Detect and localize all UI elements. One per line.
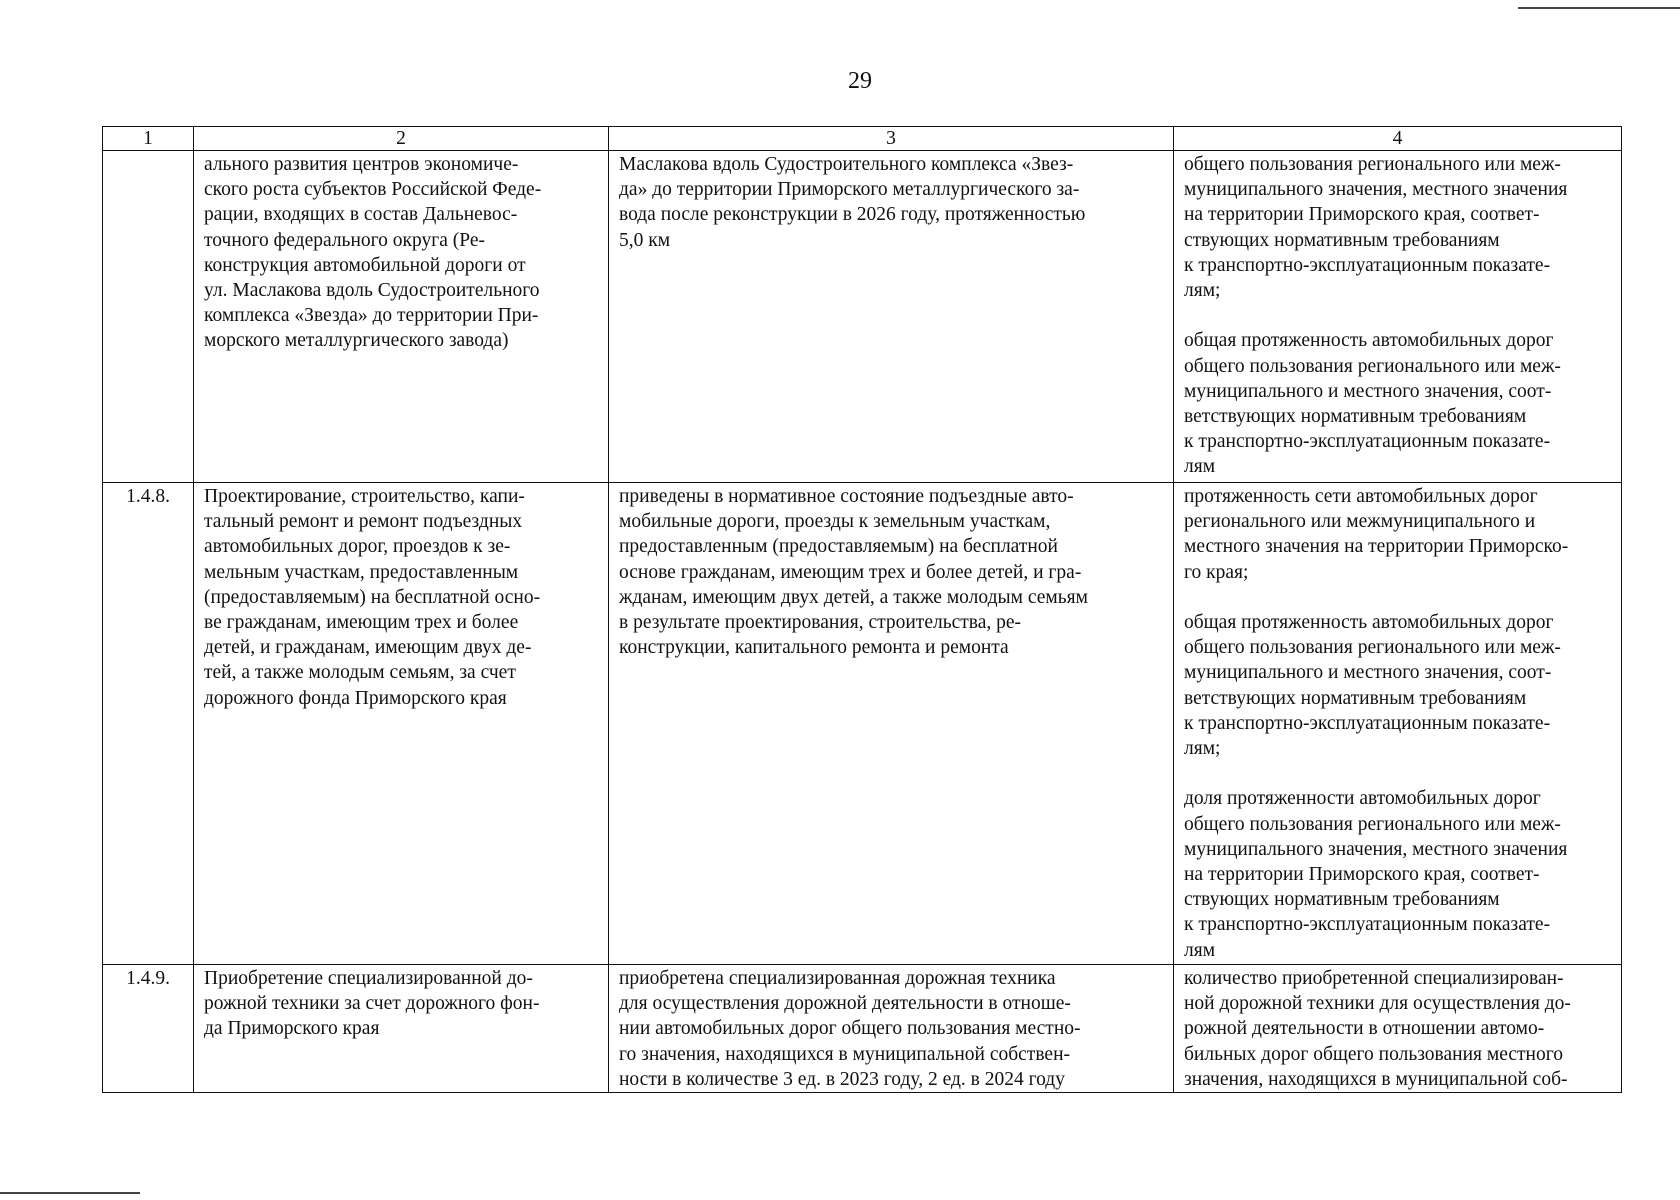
indicator-cell — [1174, 965, 1622, 1093]
text-line: комплекса «Звезда» до территории При- — [204, 305, 539, 327]
text-line: тальный ремонт и ремонт подъездных — [204, 511, 523, 533]
text-line: рожной техники за счет дорожного фон- — [204, 993, 540, 1015]
column-header: 2 — [194, 127, 609, 151]
document-table — [102, 126, 1622, 1093]
indicator-cell — [1174, 151, 1622, 483]
text-line: детей, и гражданам, имеющим двух де- — [204, 637, 532, 659]
result-cell — [609, 151, 1174, 483]
text-line: вода после реконструкции в 2026 году, протяженностью — [619, 204, 1086, 226]
text-line: муниципального и местного значения, соот- — [1184, 380, 1552, 402]
text-line: жданам, имеющим двух детей, а также молодым семьям — [619, 586, 1088, 608]
text-line: к транспортно-эксплуатационным показате- — [1184, 914, 1551, 936]
text-line: конструкции, капитального ремонта и ремонта — [619, 637, 1009, 659]
table-row — [103, 483, 1622, 965]
text-line: Проектирование, строительство, капи- — [204, 486, 525, 507]
activity-cell — [194, 151, 609, 483]
text-line: лям — [1184, 939, 1216, 961]
text-line: нии автомобильных дорог общего пользования местно- — [619, 1018, 1081, 1040]
table-row — [103, 151, 1622, 483]
text-line: да Приморского края — [204, 1018, 380, 1040]
table-row — [103, 965, 1622, 1093]
text-line: ствующих нормативным требованиям — [1184, 229, 1500, 251]
text-line: ского роста субъектов Российской Феде- — [204, 179, 542, 201]
text-line: тей, а также молодым семьям, за счет — [204, 662, 516, 684]
text-line: доля протяженности автомобильных дорог — [1184, 788, 1541, 810]
text-line: автомобильных дорог, проездов к зе- — [204, 536, 511, 558]
text-line: мельным участкам, предоставленным — [204, 561, 519, 583]
text-line: ности в количестве 3 ед. в 2023 году, 2 ед. в 2024 году — [619, 1068, 1065, 1090]
row-number-cell: 1.4.8. — [103, 483, 194, 965]
text-line: лям — [1184, 456, 1216, 478]
text-line: для осуществления дорожной деятельности в отноше- — [619, 993, 1071, 1015]
text-line: общего пользования регионального или меж- — [1184, 813, 1561, 835]
text-line: рожной деятельности в отношении автомо- — [1184, 1018, 1545, 1040]
text-line: общего пользования регионального или меж- — [1184, 637, 1561, 659]
text-line: лям; — [1184, 738, 1221, 760]
text-line: ветствующих нормативным требованиям — [1184, 687, 1527, 709]
column-header: 4 — [1174, 127, 1622, 151]
row-number-cell: 1.4.9. — [103, 965, 194, 1093]
text-line: дорожного фонда Приморского края — [204, 687, 507, 709]
text-line: конструкция автомобильной дороги от — [204, 254, 526, 276]
text-line: ве гражданам, имеющим трех и более — [204, 612, 519, 634]
text-line: точного федерального округа (Ре- — [204, 229, 485, 251]
text-line: морского металлургического завода) — [204, 330, 509, 352]
paragraph-gap — [1184, 761, 1613, 786]
text-line: количество приобретенной специализирован- — [1184, 968, 1564, 989]
text-line: лям; — [1184, 280, 1221, 302]
text-line: го значения, находящихся в муниципальной собствен- — [619, 1043, 1070, 1065]
text-line: основе гражданам, имеющим трех и более детей, и гра- — [619, 561, 1082, 583]
result-cell — [609, 483, 1174, 965]
scan-artifact-line — [1518, 7, 1680, 9]
text-line: к транспортно-эксплуатационным показате- — [1184, 431, 1551, 453]
text-line: приведены в нормативное состояние подъездные авто- — [619, 486, 1074, 507]
table-header-row — [103, 127, 1622, 151]
text-line: общего пользования регионального или меж- — [1184, 355, 1561, 377]
text-line: значения, находящихся в муниципальной соб- — [1184, 1068, 1568, 1090]
text-line: (предоставляемым) на бесплатной осно- — [204, 586, 541, 608]
paragraph-gap — [1184, 303, 1613, 328]
text-line: муниципального значения, местного значения — [1184, 838, 1568, 860]
text-line: предоставленным (предоставляемым) на бесплатной — [619, 536, 1058, 558]
text-line: муниципального и местного значения, соот- — [1184, 662, 1552, 684]
text-line: рации, входящих в состав Дальневос- — [204, 204, 518, 226]
text-line: приобретена специализированная дорожная техника — [619, 968, 1056, 989]
text-line: ветствующих нормативным требованиям — [1184, 406, 1527, 428]
text-line: к транспортно-эксплуатационным показате- — [1184, 712, 1551, 734]
text-line: Маслакова вдоль Судостроительного комплекса «Звез- — [619, 154, 1074, 175]
text-line: да» до территории Приморского металлургического за- — [619, 179, 1080, 201]
text-line: общая протяженность автомобильных дорог — [1184, 330, 1554, 352]
text-line: ального развития центров экономиче- — [204, 154, 519, 175]
text-line: на территории Приморского края, соответ- — [1184, 204, 1540, 226]
row-number-cell — [103, 151, 194, 483]
text-line: регионального или межмуниципального и — [1184, 511, 1536, 533]
text-line: протяженность сети автомобильных дорог — [1184, 486, 1538, 507]
column-header: 3 — [609, 127, 1174, 151]
text-line: муниципального значения, местного значения — [1184, 179, 1568, 201]
text-line: в результате проектирования, строительства, ре- — [619, 612, 1022, 634]
text-line: общая протяженность автомобильных дорог — [1184, 612, 1554, 633]
text-line: Приобретение специализированной до- — [204, 968, 533, 989]
activity-cell — [194, 965, 609, 1093]
indicator-cell — [1174, 483, 1622, 965]
text-line: местного значения на территории Приморско- — [1184, 536, 1569, 558]
text-line: ул. Маслакова вдоль Судостроительного — [204, 280, 540, 302]
text-line: мобильные дороги, проезды к земельным участкам, — [619, 511, 1051, 533]
activity-cell — [194, 483, 609, 965]
paragraph-gap — [1184, 585, 1613, 610]
scan-artifact-line — [0, 1192, 140, 1194]
text-line: ной дорожной техники для осуществления до- — [1184, 993, 1571, 1015]
text-line: бильных дорог общего пользования местного — [1184, 1043, 1563, 1065]
text-line: к транспортно-эксплуатационным показате- — [1184, 254, 1551, 276]
text-line: 5,0 км — [619, 229, 671, 251]
column-header: 1 — [103, 127, 194, 151]
text-line: ствующих нормативным требованиям — [1184, 889, 1500, 911]
page-number: 29 — [848, 68, 872, 94]
result-cell — [609, 965, 1174, 1093]
text-line: го края; — [1184, 561, 1249, 583]
text-line: общего пользования регионального или меж- — [1184, 154, 1561, 175]
text-line: на территории Приморского края, соответ- — [1184, 864, 1540, 886]
